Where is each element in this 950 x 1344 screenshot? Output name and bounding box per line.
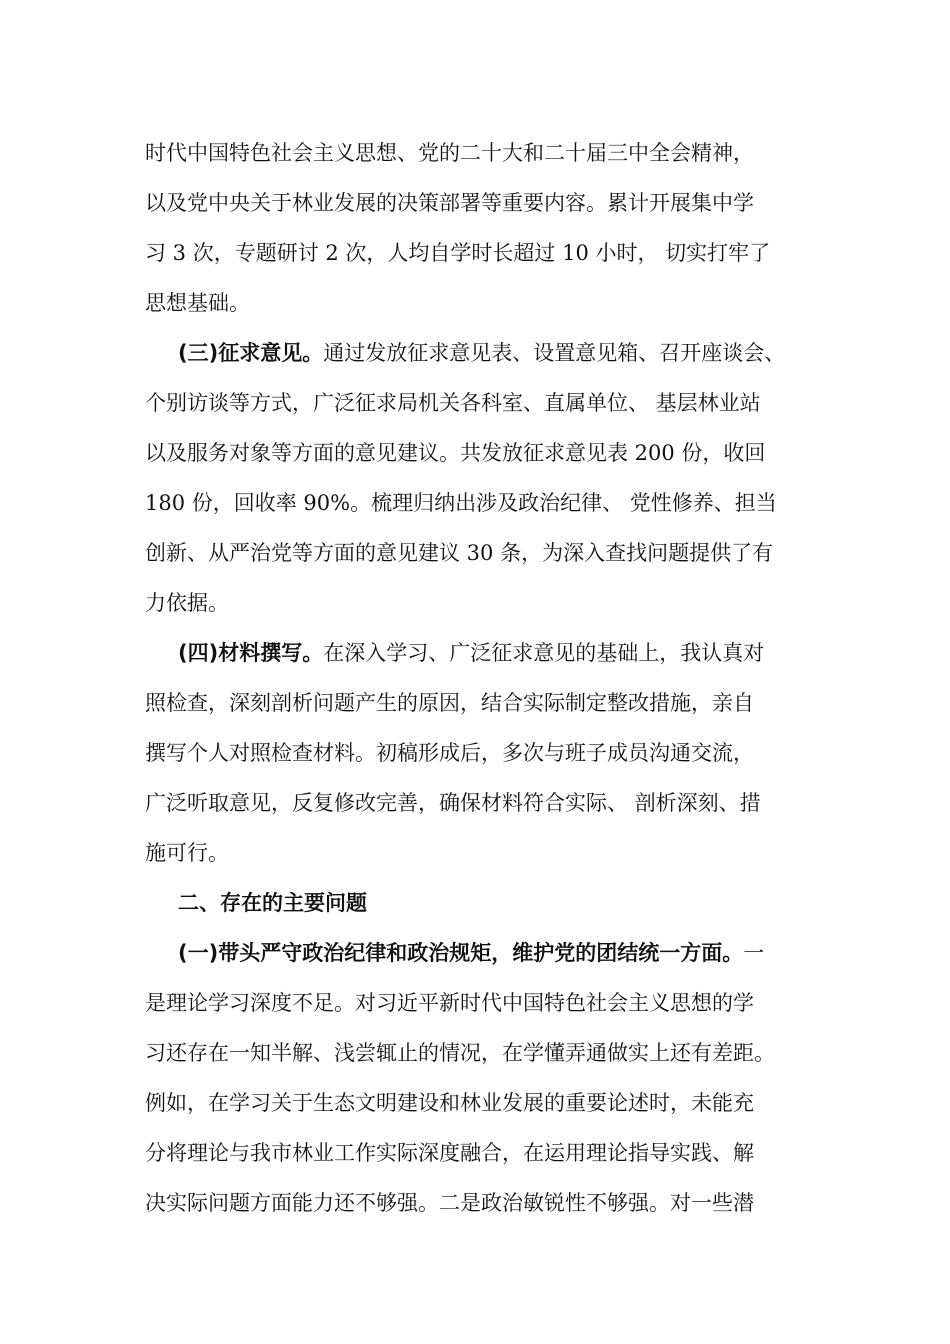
chapter-heading-line — [145, 878, 810, 928]
body-line: 广泛听取意见，反复修改完善，确保材料符合实际、 剖析深刻、措 — [145, 791, 761, 815]
body-line: 分将理论与我市林业工作实际深度融合，在运用理论指导实践、解 — [145, 1141, 754, 1165]
chapter-heading: 二、存在的主要问题 — [178, 891, 367, 915]
body-line: 180 份，回收率 90%。梳理归纳出涉及政治纪律、 党性修养、担当 — [145, 491, 777, 515]
body-line: 例如，在学习关于生态文明建设和林业发展的重要论述时，未能充 — [145, 1091, 754, 1115]
body-line: 个别访谈等方式，广泛征求局机关各科室、直属单位、 基层林业站 — [145, 391, 761, 415]
body-line: 施可行。 — [145, 841, 229, 865]
body-line: 以及党中央关于林业发展的决策部署等重要内容。累计开展集中学 — [145, 191, 754, 215]
body-text: 通过发放征求意见表、设置意见箱、召开座谈会、 — [323, 341, 786, 365]
section-heading-line — [145, 328, 810, 378]
body-line: 照检查，深刻剖析问题产生的原因，结合实际制定整改措施，亲自 — [145, 691, 754, 715]
body-line: 思想基础。 — [145, 291, 250, 315]
section-heading-line — [145, 928, 810, 978]
section-heading-3: (三)征求意见。 — [178, 341, 324, 365]
body-line: 时代中国特色社会主义思想、党的二十大和二十届三中全会精神， — [145, 141, 754, 165]
body-line: 习 3 次，专题研讨 2 次，人均自学时长超过 10 小时， 切实打牢了 — [145, 241, 771, 265]
body-line: 习还存在一知半解、浅尝辄止的情况，在学懂弄通做实上还有差距。 — [145, 1041, 775, 1065]
body-text: 一 — [743, 941, 765, 965]
body-line: 力依据。 — [145, 591, 229, 615]
body-line: 创新、从严治党等方面的意见建议 30 条，为深入查找问题提供了有 — [145, 541, 774, 565]
section-heading-line — [145, 628, 810, 678]
body-line: 是理论学习深度不足。对习近平新时代中国特色社会主义思想的学 — [145, 991, 754, 1015]
body-line: 决实际问题方面能力还不够强。二是政治敏锐性不够强。对一些潜 — [145, 1191, 754, 1215]
section-heading-4: (四)材料撰写。 — [178, 641, 324, 665]
body-text: 在深入学习、广泛征求意见的基础上，我认真对 — [323, 641, 765, 665]
body-line: 撰写个人对照检查材料。初稿形成后，多次与班子成员沟通交流， — [145, 741, 754, 765]
body-line: 以及服务对象等方面的意见建议。共发放征求意见表 200 份，收回 — [145, 441, 766, 465]
document-body — [145, 128, 810, 1228]
section-heading-1: (一)带头严守政治纪律和政治规矩，维护党的团结统一方面。 — [178, 941, 744, 965]
